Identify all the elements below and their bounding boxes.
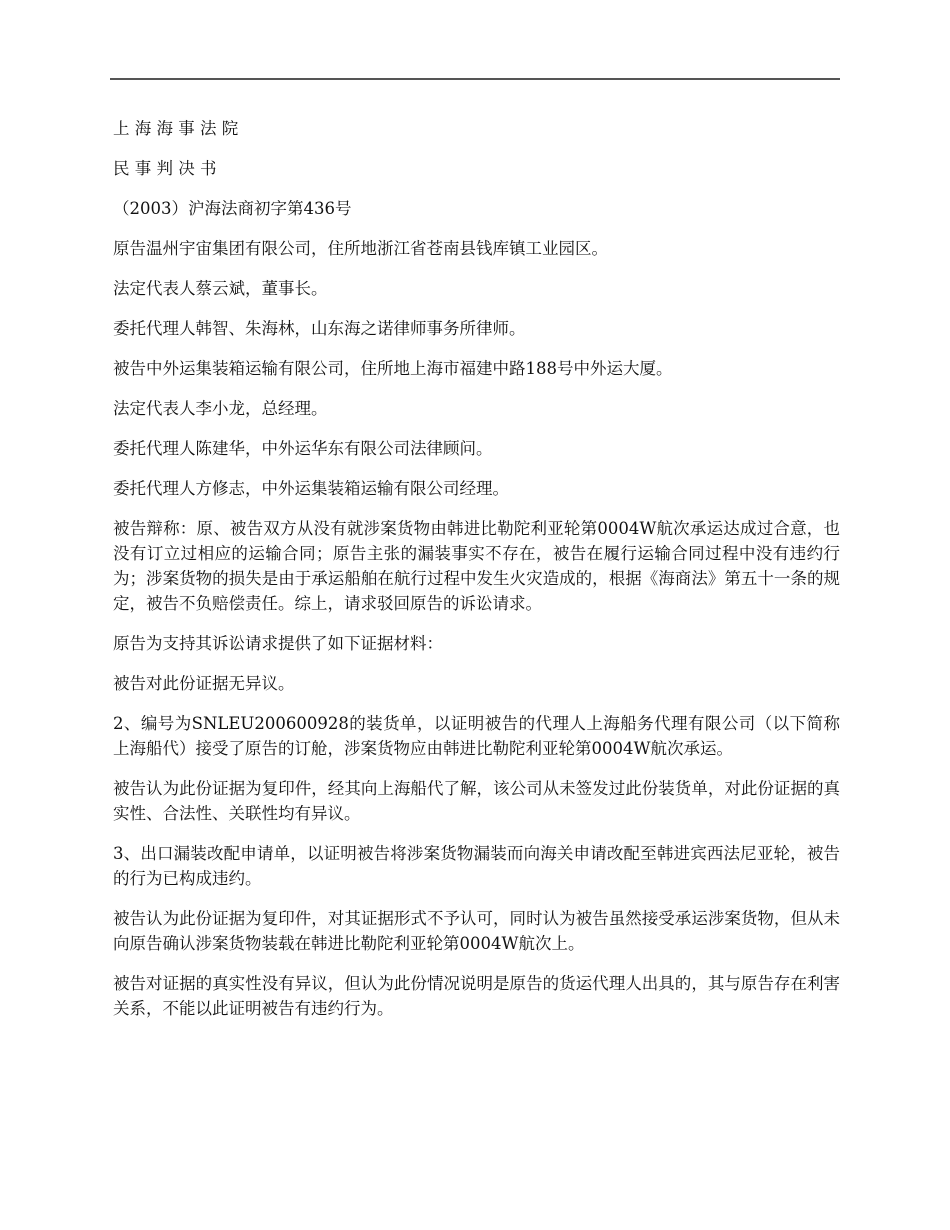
paragraph-evidence-3: 3、出口漏装改配申请单，以证明被告将涉案货物漏装而向海关申请改配至韩进宾西法尼亚轮，被告的行为已构成违约。 (113, 844, 840, 888)
paragraph-defendant: 被告中外运集装箱运输有限公司，住所地上海市福建中路188号中外运大厦。 (113, 359, 673, 378)
paragraph-evidence-4-opinion: 被告对证据的真实性没有异议，但认为此份情况说明是原告的货运代理人出具的，其与原告存在利害关系，不能以此证明被告有违约行为。 (113, 974, 840, 1018)
paragraph-defendant-agent-2: 委托代理人方修志，中外运集装箱运输有限公司经理。 (113, 479, 509, 498)
court-name: 上 海 海 事 法 院 (113, 119, 239, 138)
header-divider (110, 78, 840, 80)
paragraph-plaintiff: 原告温州宇宙集团有限公司，住所地浙江省苍南县钱库镇工业园区。 (113, 239, 608, 258)
paragraph-plaintiff-representative: 法定代表人蔡云斌，董事长。 (113, 279, 328, 298)
document-type: 民 事 判 决 书 (113, 159, 217, 178)
paragraph-evidence-2: 2、编号为SNLEU200600928的装货单，以证明被告的代理人上海船务代理有限公司（以下简称上海船代）接受了原告的订舱，涉案货物应由韩进比勒陀利亚轮第0004W航次承运。 (113, 714, 840, 758)
paragraph-defendant-representative: 法定代表人李小龙，总经理。 (113, 399, 328, 418)
paragraph-defense-statement: 被告辩称：原、被告双方从没有就涉案货物由韩进比勒陀利亚轮第0004W航次承运达成过合意，也没有订立过相应的运输合同；原告主张的漏装事实不存在，被告在履行运输合同过程中没有违约行为；涉案货物的损失是由于承运船舶在航行过程中发生火灾造成的，根据《海商法》第五十一条的规定，被告不负赔偿责任。综上，请求驳回原告的诉讼请求。 (113, 519, 840, 613)
paragraph-evidence-3-opinion: 被告认为此份证据为复印件，对其证据形式不予认可，同时认为被告虽然接受承运涉案货物，但从未向原告确认涉案货物装载在韩进比勒陀利亚轮第0004W航次上。 (113, 909, 840, 953)
paragraph-evidence-1-opinion: 被告对此份证据无异议。 (113, 674, 295, 693)
case-number: （2003）沪海法商初字第436号 (113, 199, 352, 218)
paragraph-evidence-2-opinion: 被告认为此份证据为复印件，经其向上海船代了解，该公司从未签发过此份装货单，对此份证据的真实性、合法性、关联性均有异议。 (113, 779, 840, 823)
document-body (113, 116, 840, 1036)
paragraph-plaintiff-agents: 委托代理人韩智、朱海林，山东海之诺律师事务所律师。 (113, 319, 526, 338)
paragraph-defendant-agent-1: 委托代理人陈建华，中外运华东有限公司法律顾问。 (113, 439, 493, 458)
paragraph-evidence-intro: 原告为支持其诉讼请求提供了如下证据材料： (113, 634, 443, 653)
